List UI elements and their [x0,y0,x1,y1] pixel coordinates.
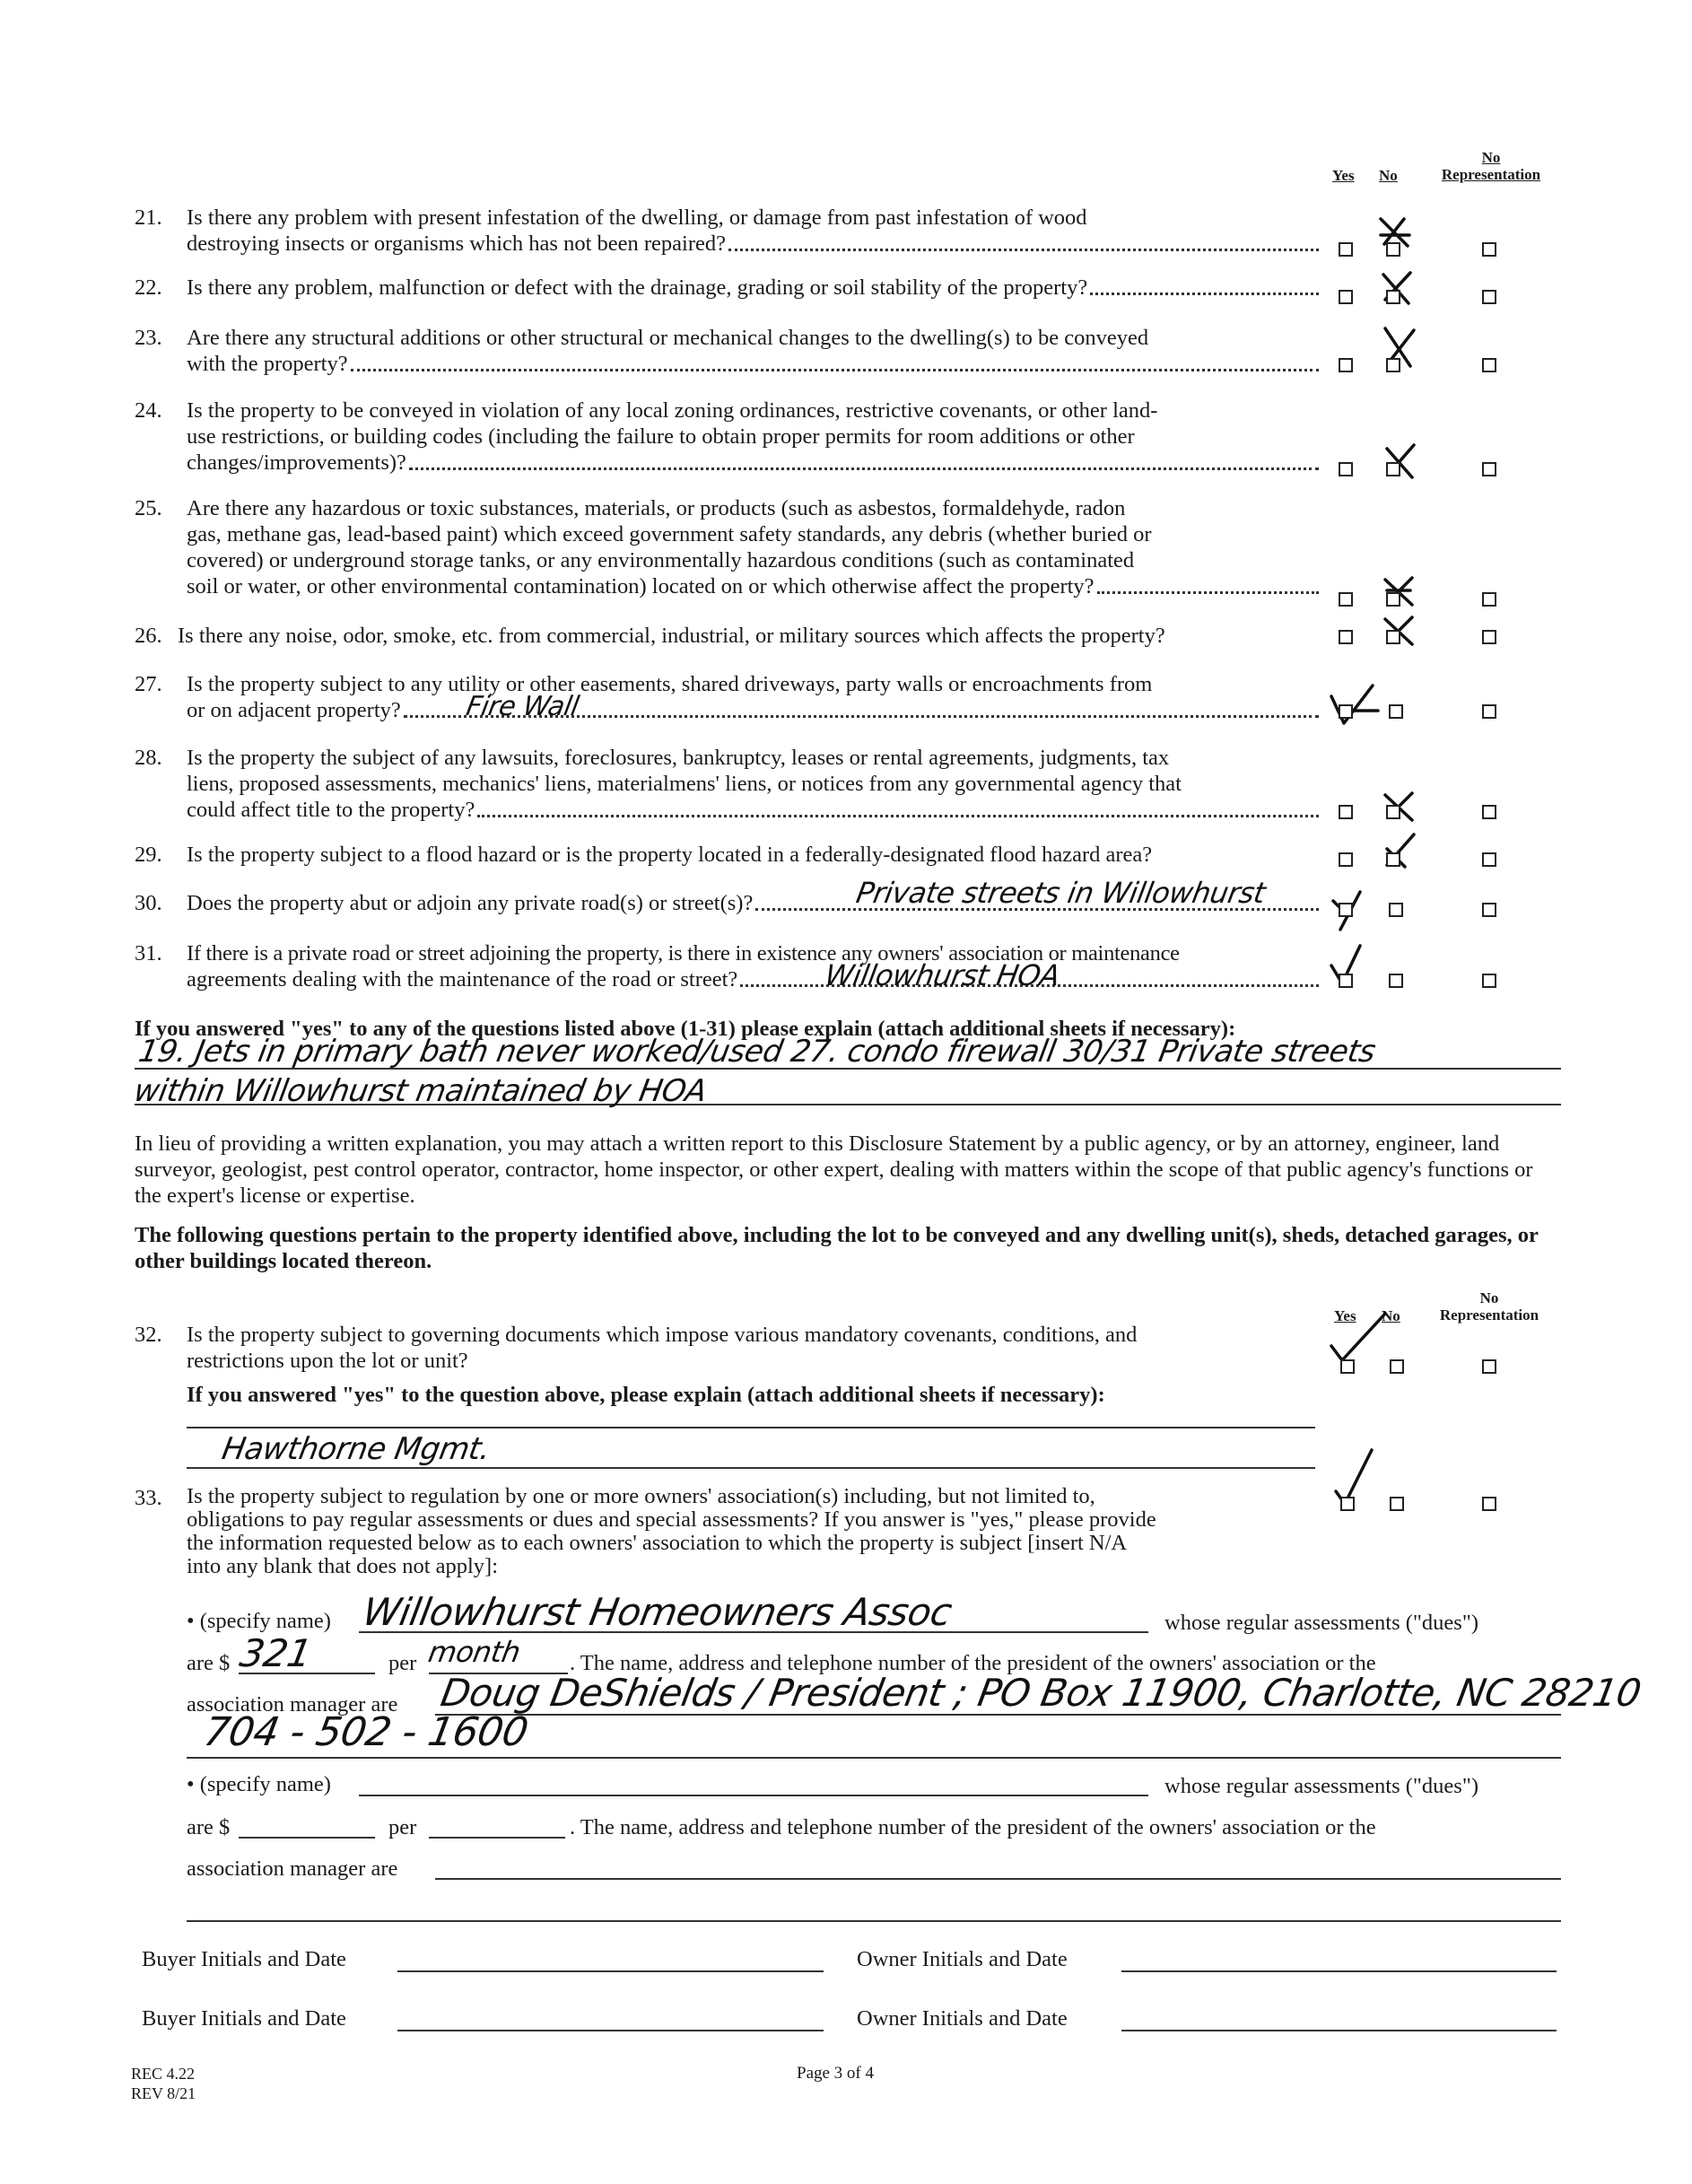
question-leader-line [187,797,1319,823]
question-number: 22. [135,275,162,300]
checkbox-q29-no[interactable] [1386,852,1400,867]
buyer-initials-field-2[interactable] [397,2030,824,2031]
handwritten-q30-note: Private streets in Willowhurst [853,876,1269,910]
assoc2-amount-field[interactable] [239,1837,375,1839]
checkbox-q28-yes[interactable] [1339,805,1353,819]
checkbox-q27-yes[interactable] [1339,704,1353,719]
no-representation-column-header-2 [1426,1289,1552,1324]
checkbox-q26-no[interactable] [1386,630,1400,644]
checkbox-q23-no-rep[interactable] [1482,358,1496,372]
handwritten-assoc1-amount: 321 [236,1631,315,1675]
question-23 [135,325,1319,379]
q32-explain-line-1[interactable] [187,1427,1315,1428]
checkbox-q22-no[interactable] [1386,290,1400,304]
whose-dues-label-1: whose regular assessments ("dues") [1164,1611,1478,1635]
question-text-last: changes/improvements)? [187,450,406,475]
form-code: REC 4.22 [131,2065,196,2083]
yes-column-header-2: Yes [1334,1307,1356,1324]
manager-label-1: association manager are [187,1692,398,1717]
checkbox-q29-no-rep[interactable] [1482,852,1496,867]
question-leader-line [187,450,1319,476]
buyer-initials-label-1: Buyer Initials and Date [142,1947,346,1971]
assoc1-extra-line[interactable] [187,1757,1561,1759]
question-number: 26. [135,624,162,648]
question-leader-line [187,351,1319,377]
question-text-line: Is there any problem with present infestation of the dwelling, or damage from past infestation of wood [187,205,1087,230]
handwritten-assoc1-manager: Doug DeShields / President ; PO Box 11900, Charlotte, NC 28210 [437,1671,1644,1715]
are-dollar-label-1: are $ [187,1651,231,1675]
checkbox-q25-yes[interactable] [1339,592,1353,607]
question-28 [135,745,1319,824]
question-leader-line [187,697,1319,723]
checkbox-q31-yes[interactable] [1339,974,1353,988]
question-21 [135,205,1319,258]
checkbox-q33-yes[interactable] [1340,1497,1355,1511]
assoc2-manager-field[interactable] [435,1878,1561,1880]
question-number: 32. [135,1323,162,1347]
question-22 [135,275,1319,301]
question-number: 33. [135,1486,162,1510]
question-text-line: Is the property subject to regulation by one or more owners' association(s) including, but not limited to, [187,1484,1095,1508]
name-address-label-1: . The name, address and telephone number of the president of the owners' association or the [570,1651,1376,1675]
page-number: Page 3 of 4 [797,2064,875,2083]
checkbox-q21-no[interactable] [1386,242,1400,257]
question-text-line: gas, methane gas, lead-based paint) which exceed government safety standards, any debris (whether buried or [187,522,1152,546]
q32-explain-line-2[interactable] [187,1467,1315,1469]
no-rep-header-bottom: Representation [1439,1306,1539,1324]
question-number: 29. [135,843,162,867]
checkbox-q33-no[interactable] [1390,1497,1404,1511]
question-27 [135,671,1319,725]
owner-initials-label-2: Owner Initials and Date [857,2006,1068,2031]
question-32 [135,1322,1319,1376]
question-31 [135,940,1319,994]
question-text-line: If there is a private road or street adjoining the property, is there in existence any owners' association or maintenance [187,941,1180,965]
no-column-header-2: No [1382,1307,1400,1324]
question-number: 24. [135,398,162,423]
question-text-last: Does the property abut or adjoin any private road(s) or street(s)? [187,891,754,915]
checkbox-q26-yes[interactable] [1339,630,1353,644]
form-number [131,2064,196,2103]
checkbox-q25-no[interactable] [1386,592,1400,607]
checkbox-q26-no-rep[interactable] [1482,630,1496,644]
owner-initials-field-2[interactable] [1121,2030,1557,2031]
checkbox-q24-yes[interactable] [1339,462,1353,476]
whose-dues-label-2: whose regular assessments ("dues") [1164,1774,1478,1798]
question-number: 30. [135,891,162,915]
checkbox-q23-yes[interactable] [1339,358,1353,372]
handwritten-explain-1: 19. Jets in primary bath never worked/used 27. condo firewall 30/31 Private streets [135,1034,1378,1070]
checkbox-q32-yes[interactable] [1340,1359,1355,1374]
question-text-last: could affect title to the property? [187,798,475,822]
owner-initials-field-1[interactable] [1121,1970,1557,1972]
question-number: 27. [135,672,162,696]
handwritten-q31-note: Willowhurst HOA [822,958,1063,992]
checkbox-q22-yes[interactable] [1339,290,1353,304]
owner-initials-label-1: Owner Initials and Date [857,1947,1068,1971]
manager-label-2: association manager are [187,1856,398,1881]
question-number: 31. [135,941,162,965]
question-text-last: destroying insects or organisms which has not been repaired? [187,232,727,256]
question-text-line: Is the property subject to any utility or other easements, shared driveways, party walls or encroachments from [187,672,1153,696]
checkbox-q28-no-rep[interactable] [1482,805,1496,819]
question-leader-line [187,275,1319,301]
handwritten-q27-note: Fire Wall [463,691,581,722]
no-rep-header-top: No [1481,149,1501,166]
checkbox-q21-yes[interactable] [1339,242,1353,257]
checkbox-q31-no[interactable] [1389,974,1403,988]
explain-1-31-label: If you answered "yes" to any of the questions listed above (1-31) please explain (attach additional sheets if necessary): [135,1017,1236,1041]
question-text-line: use restrictions, or building codes (including the failure to obtain proper permits for room additions or other [187,424,1135,449]
question-25 [135,495,1319,601]
form-revision: REV 8/21 [131,2084,196,2102]
question-text-line: Is the property to be conveyed in violation of any local zoning ordinances, restrictive covenants, or other land- [187,398,1158,423]
question-number: 23. [135,326,162,350]
are-dollar-label-2: are $ [187,1815,231,1839]
question-text-line: Are there any hazardous or toxic substances, materials, or products (such as asbestos, formaldehyde, radon [187,496,1126,520]
question-text-line: liens, proposed assessments, mechanics' liens, materialmens' liens, or notices from any governmental agency that [187,772,1182,796]
buyer-initials-label-2: Buyer Initials and Date [142,2006,346,2031]
checkbox-q31-no-rep[interactable] [1482,974,1496,988]
per-label-1: per [388,1651,417,1675]
question-text-last: with the property? [187,352,348,376]
question-text-line: Are there any structural additions or other structural or mechanical changes to the dwelling(s) to be conveyed [187,326,1149,350]
question-text-line: Is the property the subject of any lawsuits, foreclosures, bankruptcy, leases or rental agreements, judgments, tax [187,746,1170,770]
question-33 [135,1485,1319,1593]
question-leader-line [187,966,1319,992]
no-rep-header-bottom: Representation [1441,166,1541,183]
checkbox-q28-no[interactable] [1386,805,1400,819]
specify-name-label-1: • (specify name) [187,1609,331,1633]
q32-explain-label: If you answered "yes" to the question above, please explain (attach additional sheets if necessary): [187,1383,1105,1407]
question-text-last: soil or water, or other environmental contamination) located on or which otherwise affect the property? [187,574,1095,598]
checkbox-q33-no-rep[interactable] [1482,1497,1496,1511]
checkbox-q32-no-rep[interactable] [1482,1359,1496,1374]
checkbox-q24-no-rep[interactable] [1482,462,1496,476]
handwritten-q32-note: Hawthorne Mgmt. [219,1431,493,1467]
question-24 [135,397,1319,476]
no-representation-column-header [1428,149,1554,183]
checkmark-q27-yes [1328,684,1382,729]
in-lieu-paragraph: In lieu of providing a written explanation, you may attach a written report to this Disclosure Statement by a public agency, or by an attorney, engineer, land surveyor, geologist, pest control operator, contractor, home inspector, or other expert, dealing with matters within the scope of that public agency's functions or the expert's license or expertise. [135,1131,1533,1208]
question-text-last: or on adjacent property? [187,698,401,722]
no-rep-header-top: No [1479,1289,1499,1306]
question-number: 21. [135,205,162,230]
question-leader-line [187,231,1319,257]
question-26 [135,623,1319,650]
question-text-line: Is the property subject to governing documents which impose various mandatory covenants, conditions, and [187,1323,1138,1347]
question-text-last: agreements dealing with the maintenance of the road or street? [187,967,738,992]
checkbox-q21-no-rep[interactable] [1482,242,1496,257]
per-label-2: per [388,1815,417,1839]
handwritten-assoc1-name: Willowhurst Homeowners Assoc [359,1590,955,1634]
assoc2-name-field[interactable] [359,1795,1148,1796]
handwritten-assoc1-period: month [425,1635,523,1669]
question-29 [135,842,1319,869]
handwritten-assoc1-phone: 704 - 502 - 1600 [200,1709,532,1755]
checkbox-q32-no[interactable] [1390,1359,1404,1374]
following-questions-heading: The following questions pertain to the property identified above, including the lot to be conveyed and any dwelling unit(s), sheds, detached garages, or other buildings located thereon. [135,1223,1539,1273]
checkbox-q30-no[interactable] [1389,903,1403,917]
checkbox-q22-no-rep[interactable] [1482,290,1496,304]
buyer-initials-field-1[interactable] [397,1970,824,1972]
checkbox-q27-no[interactable] [1389,704,1403,719]
yes-column-header: Yes [1332,167,1355,184]
question-number: 25. [135,496,162,520]
question-text-line: the information requested below as to each owners' association to which the property is subject [insert N/A [187,1531,1128,1555]
name-address-label-2: . The name, address and telephone number of the president of the owners' association or the [570,1815,1376,1839]
checkbox-q30-yes[interactable] [1339,903,1353,917]
assoc2-period-field[interactable] [429,1837,565,1839]
question-leader-line [187,573,1319,599]
checkbox-q27-no-rep[interactable] [1482,704,1496,719]
question-text-line: into any blank that does not apply]: [187,1554,499,1578]
assoc2-extra-line[interactable] [187,1920,1561,1922]
checkbox-q24-no[interactable] [1386,462,1400,476]
checkmark-q32-yes [1328,1310,1391,1364]
no-column-header: No [1379,167,1398,184]
handwritten-explain-2: within Willowhurst maintained by HOA [131,1073,710,1109]
checkbox-q29-yes[interactable] [1339,852,1353,867]
question-text-last: Is there any noise, odor, smoke, etc. from commercial, industrial, or military sources which affects the property? [178,624,1165,648]
checkbox-q30-no-rep[interactable] [1482,903,1496,917]
question-number: 28. [135,746,162,770]
question-text-last: Is the property subject to a flood hazard or is the property located in a federally-designated flood hazard area? [187,843,1153,867]
question-text-last: restrictions upon the lot or unit? [187,1349,468,1373]
checkbox-q23-no[interactable] [1386,358,1400,372]
checkbox-q25-no-rep[interactable] [1482,592,1496,607]
question-text-line: covered) or underground storage tanks, or any environmentally hazardous conditions (such as contaminated [187,548,1135,572]
question-text-last: Is there any problem, malfunction or defect with the drainage, grading or soil stability of the property? [187,275,1088,300]
question-text-line: obligations to pay regular assessments or dues and special assessments? If you answer is "yes," please provide [187,1507,1156,1532]
specify-name-label-2: • (specify name) [187,1772,331,1796]
